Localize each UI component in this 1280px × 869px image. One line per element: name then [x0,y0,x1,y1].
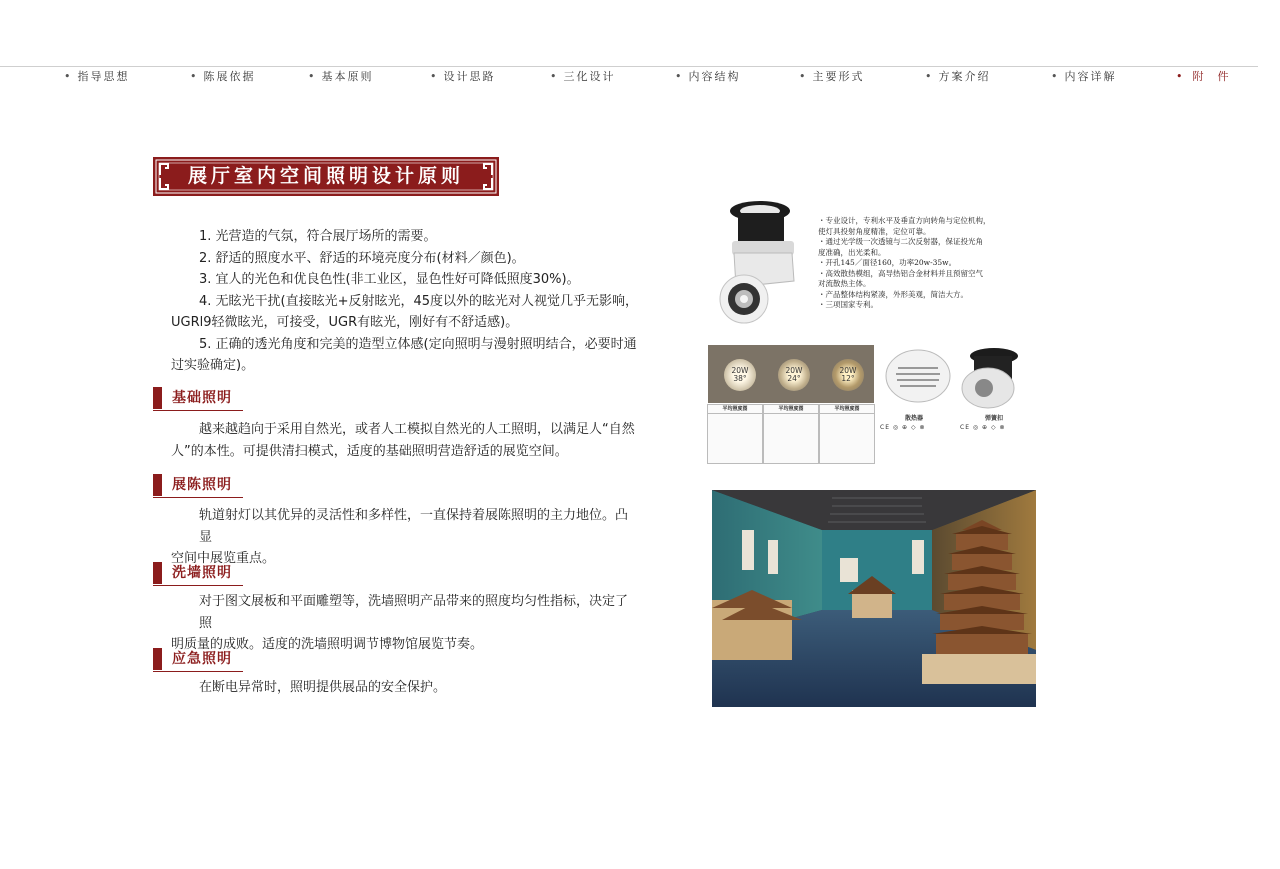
emergency-lighting-text [171,677,639,699]
spec-line: ・高效散热模组，高导热铝合金材料并且预留空气 [818,268,983,278]
nav-item-appendix[interactable]: • 附件 [1176,70,1243,83]
nav-label: 基本原则 [321,70,374,83]
title-banner [153,157,499,196]
beam-label: 20W 24° [785,366,803,383]
spec-line: ・产品整体结构紧凑，外形美观，简洁大方。 [818,289,968,299]
nav-label: 内容详解 [1064,70,1117,83]
beam-label: 20W 12° [839,366,857,383]
section-heading-emergency-lighting [153,647,243,671]
paragraph-line: 对于图文展板和平面雕塑等，洗墙照明产品带来的照度均匀性指标，决定了照 [199,594,629,631]
spec-line: 使灯具投射角度精准，定位可靠。 [818,226,931,236]
principles-list [171,226,639,377]
paragraph-line: 越来越趋向于采用自然光，或者人工模拟自然光的人工照明，以满足人“自然 [199,422,635,437]
section-heading-basic-lighting [153,386,243,410]
illuminance-table: 平均照度图 [763,404,819,464]
nav-label: 附件 [1192,70,1243,83]
beam-angle-samples [708,345,874,403]
heading-bar [153,648,162,670]
heading-bar [153,474,162,496]
nav-label: 指导思想 [77,70,130,83]
principle-item: 3. 宜人的光色和优良色性(非工业区，显色性好可降低照度30%)。 [199,272,580,287]
paragraph-line: 明质量的成败。适度的洗墙照明调节博物馆展览节奏。 [171,637,484,652]
spec-line: 对流散热主体。 [818,279,871,288]
top-divider [0,66,1258,67]
beam-label: 20W 38° [731,366,749,383]
nav-item-design-approach[interactable]: • 设计思路 [430,70,496,83]
heading-bar [153,387,162,409]
heatsink-cert: 散热器 CE ◎ ⊕ ◇ ⊗ [880,416,948,430]
section-heading-wall-wash [153,561,243,585]
nav-label: 方案介绍 [938,70,991,83]
principle-item: 1. 光营造的气氛，符合展厅场所的需要。 [199,229,437,244]
nav-item-three-design[interactable]: • 三化设计 [550,70,616,83]
illuminance-table: 平均照度图 [819,404,875,464]
principle-item: 4. 无眩光干扰(直接眩光+反射眩光，45度以外的眩光对人视觉几乎无影响， [199,293,639,309]
heading-underline [153,497,243,498]
nav-label: 主要形式 [812,70,865,83]
paragraph-line: 空间中展览重点。 [171,551,276,566]
principle-item: 5. 正确的透光角度和完美的造型立体感(定向照明与漫射照明结合，必要时通 [199,336,637,352]
illuminance-table: 平均照度图 [707,404,763,464]
principle-item: 2. 舒适的照度水平、舒适的环境亮度分布(材料／颜色)。 [199,250,525,266]
nav-label: 设计思路 [443,70,496,83]
heading-underline [153,585,243,586]
principle-item-cont: 过实验确定)。 [171,358,255,373]
product-specs [818,216,1048,311]
cert-icons: CE ◎ ⊕ ◇ ⊗ [880,423,926,431]
exhibition-hall-render [712,490,1036,707]
paragraph-line: 人”的本性。可提供清扫模式，适度的基础照明营造舒适的展览空间。 [171,443,568,459]
heading-underline [153,410,243,411]
nav-label: 陈展依据 [203,70,256,83]
basic-lighting-text [171,419,639,462]
wall-wash-text [171,591,639,656]
nav-item-content-structure[interactable]: • 内容结构 [675,70,741,83]
heading-label: 基础照明 [172,390,232,406]
nav-item-guiding-thought[interactable]: • 指导思想 [64,70,130,83]
heading-label: 展陈照明 [172,477,232,493]
heading-label: 洗墙照明 [172,565,232,581]
cert-icons: CE ◎ ⊕ ◇ ⊗ [960,423,1006,431]
nav-item-exhibition-basis[interactable]: • 陈展依据 [190,70,256,83]
nav-item-basic-principles[interactable]: • 基本原则 [308,70,374,83]
spec-line: ・三项国家专利。 [818,300,878,309]
nav-item-content-detail[interactable]: • 内容详解 [1051,70,1117,83]
top-navigation [0,68,1280,84]
paragraph-line: 轨道射灯以其优异的灵活性和多样性，一直保持着展陈照明的主力地位。凸显 [199,508,629,545]
illuminance-tables [707,404,875,464]
spec-line: ・通过光学级一次透镜与二次反射器，保证投光角 [818,237,983,246]
heading-label: 应急照明 [172,651,232,667]
spec-line: 度准确，出光柔和。 [818,247,886,257]
nav-label: 三化设计 [563,70,616,83]
page-title: 展厅室内空间照明设计原则 [187,165,464,187]
nav-item-plan-intro[interactable]: • 方案介绍 [925,70,991,83]
heading-underline [153,671,243,672]
nav-item-main-forms[interactable]: • 主要形式 [799,70,865,83]
spec-line: ・开孔145／面径160，功率20w-35w。 [818,258,957,267]
paragraph-line: 在断电异常时，照明提供展品的安全保护。 [199,680,447,695]
nav-label: 内容结构 [688,70,741,83]
principle-item-cont: UGRl9轻微眩光，可接受，UGR有眩光，刚好有不舒适感)。 [171,315,519,330]
display-lighting-text [171,505,639,570]
spring-clip-cert: 弹簧扣 CE ◎ ⊕ ◇ ⊗ [960,416,1028,430]
spotlight-product-image [714,195,814,330]
lamp-detail-image [884,342,1024,412]
heading-bar [153,562,162,584]
spec-line: ・专业设计，专利水平及垂直方向转角与定位机构， [818,216,991,225]
section-heading-display-lighting [153,473,243,497]
